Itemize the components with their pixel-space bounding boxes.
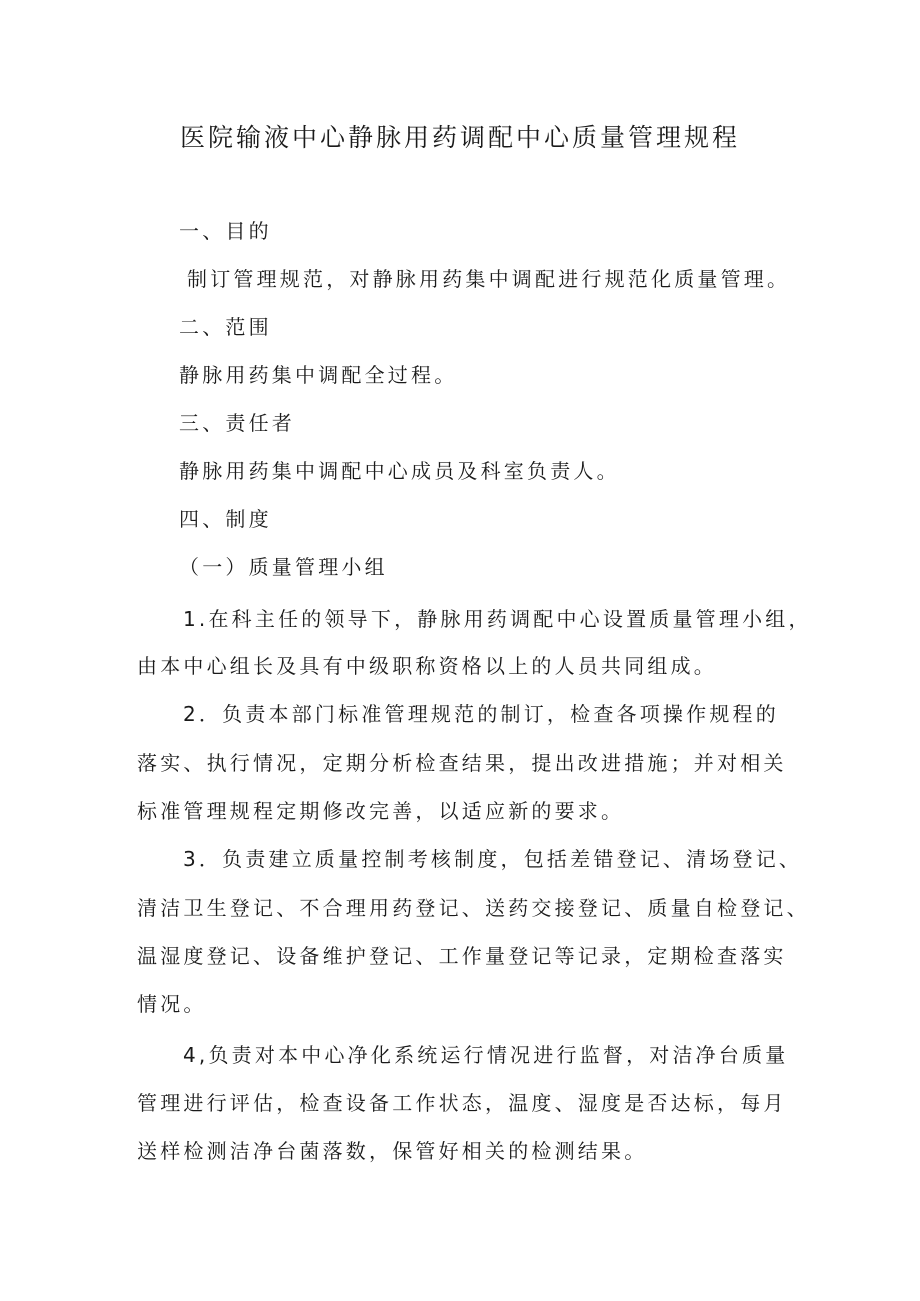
section-heading-scope: 二、范围 bbox=[179, 315, 272, 339]
item-4-line-2: 管理进行评估，检查设备工作状态，温度、湿度是否达标，每月 bbox=[137, 1091, 787, 1115]
section-heading-system: 四、制度 bbox=[179, 507, 272, 531]
item-4-line-3: 送样检测洁净台菌落数，保管好相关的检测结果。 bbox=[137, 1139, 648, 1163]
document-title: 医院输液中心静脉用药调配中心质量管理规程 bbox=[179, 123, 740, 152]
item-2-line-1: 2．负责本部门标准管理规范的制订，检查各项操作规程的 bbox=[183, 702, 779, 726]
item-1-line-1: 1.在科主任的领导下，静脉用药调配中心设置质量管理小组， bbox=[183, 607, 812, 631]
item-3-line-2: 清洁卫生登记、不合理用药登记、送药交接登记、质量自检登记、 bbox=[137, 896, 810, 920]
section-heading-purpose: 一、目的 bbox=[179, 219, 272, 243]
section-heading-responsible: 三、责任者 bbox=[179, 411, 295, 435]
item-2-line-3: 标准管理规程定期修改完善，以适应新的要求。 bbox=[137, 799, 625, 823]
section-text-purpose: 制订管理规范，对静脉用药集中调配进行规范化质量管理。 bbox=[187, 267, 791, 291]
item-3-line-3: 温湿度登记、设备维护登记、工作量登记等记录，定期检查落实 bbox=[137, 944, 787, 968]
item-3-line-1: 3．负责建立质量控制考核制度，包括差错登记、清场登记、 bbox=[183, 847, 803, 871]
section-text-responsible: 静脉用药集中调配中心成员及科室负责人。 bbox=[179, 459, 620, 483]
item-4-line-1: 4,负责对本中心净化系统运行情况进行监督，对洁净台质量 bbox=[183, 1043, 789, 1067]
item-3-line-4: 情况。 bbox=[137, 992, 207, 1016]
section-text-scope: 静脉用药集中调配全过程。 bbox=[179, 363, 458, 387]
item-2-line-2: 落实、执行情况，定期分析检查结果，提出改进措施；并对相关 bbox=[137, 751, 787, 775]
item-1-line-2: 由本中心组长及具有中级职称资格以上的人员共同组成。 bbox=[137, 654, 717, 678]
subsection-heading-quality-group: （一）质量管理小组 bbox=[179, 555, 388, 579]
